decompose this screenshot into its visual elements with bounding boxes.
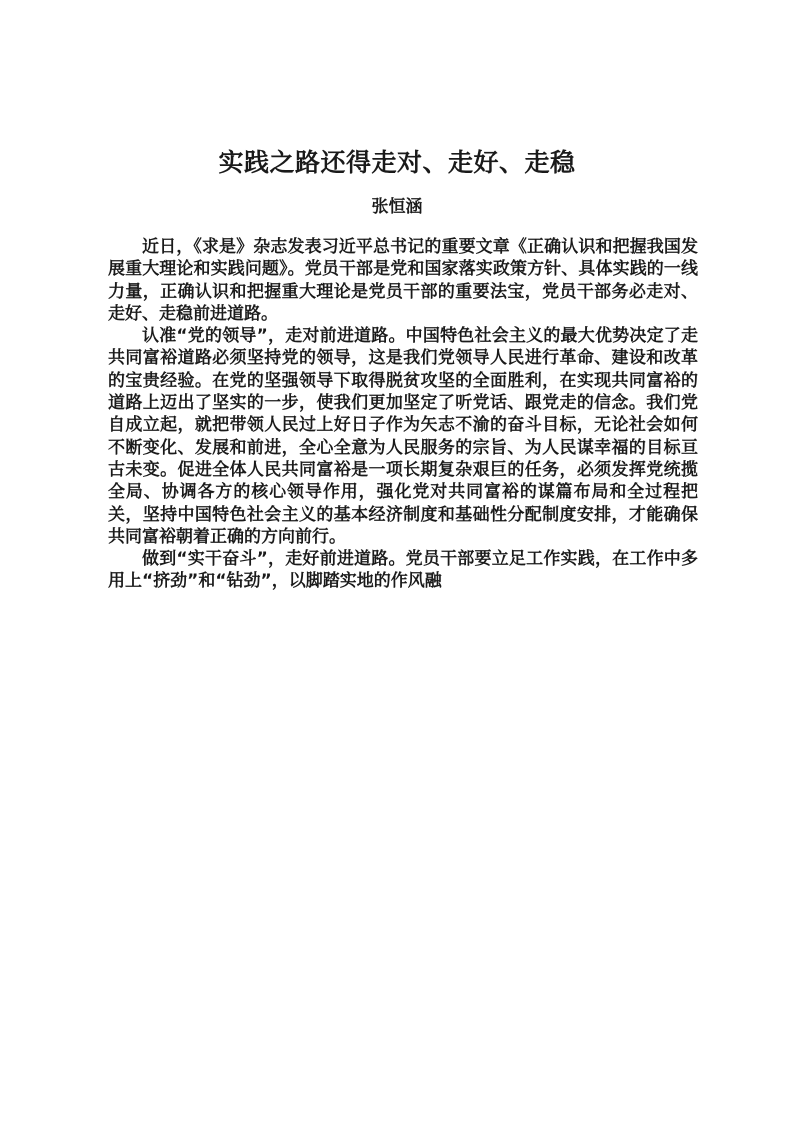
article-body bbox=[108, 236, 698, 593]
paragraph-party-leadership: 认准“党的领导”，走对前进道路。中国特色社会主义的最大优势决定了走共同富裕道路必须坚持党的领导，这是我们党领导人民进行革命、建设和改革的宝贵经验。在党的坚强领导下取得脱贫攻坚的全面胜利，在实现共同富裕的道路上迈出了坚实的一步，使我们更加坚定了听党话、跟党走的信念。我们党自成立起，就把带领人民过上好日子作为矢志不渝的奋斗目标，无论社会如何不断变化、发展和前进，全心全意为人民服务的宗旨、为人民谋幸福的目标亘古未变。促进全体人民共同富裕是一项长期复杂艰巨的任务，必须发挥党统揽全局、协调各方的核心领导作用，强化党对共同富裕的谋篇布局和全过程把关，坚持中国特色社会主义的基本经济制度和基础性分配制度安排，才能确保共同富裕朝着正确的方向前行。 bbox=[108, 326, 698, 547]
article-author: 张恒涵 bbox=[371, 197, 423, 217]
paragraph-intro: 近日，《求是》杂志发表习近平总书记的重要文章《正确认识和把握我国发展重大理论和实践问题》。党员干部是党和国家落实政策方针、具体实践的一线力量，正确认识和把握重大理论是党员干部的重要法宝，党员干部务必走对、走好、走稳前进道路。 bbox=[108, 237, 698, 324]
paragraph-hard-work: 做到“实干奋斗”，走好前进道路。党员干部要立足工作实践，在工作中多用上“挤劲”和“钻劲”，以脚踏实地的作风融 bbox=[108, 549, 698, 592]
article-title: 实践之路还得走对、走好、走稳 bbox=[218, 148, 576, 177]
